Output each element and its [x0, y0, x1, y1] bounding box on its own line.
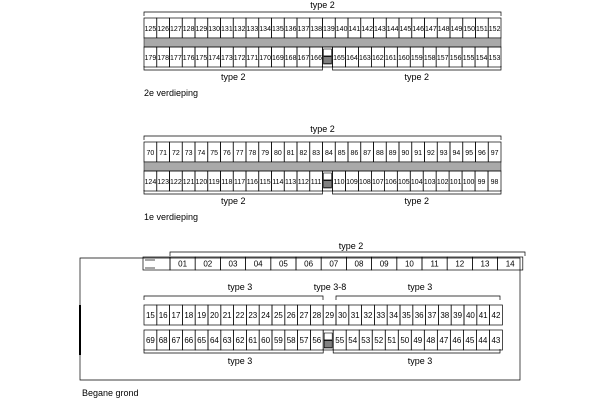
storage-unit-label: 20 [209, 311, 219, 320]
storage-unit-label: 46 [452, 336, 462, 345]
unit-label: 81 [286, 150, 295, 157]
unit-label: 90 [401, 150, 410, 157]
unit-label: 123 [157, 179, 169, 186]
garage-label: 12 [455, 259, 465, 269]
unit-label: 72 [171, 150, 180, 157]
unit-label: 73 [184, 150, 193, 157]
unit-type-label: type 2 [220, 72, 246, 82]
unit-label: 109 [346, 179, 358, 186]
storage-unit-label: 39 [453, 311, 463, 320]
storage-unit-label: 53 [361, 336, 371, 345]
unit-label: 74 [197, 150, 206, 157]
storage-unit-label: 66 [184, 336, 194, 345]
unit-label: 154 [475, 55, 488, 62]
unit-label: 151 [476, 26, 488, 33]
storage-unit-label: 42 [491, 311, 501, 320]
unit-label: 113 [285, 179, 297, 186]
unit-label: 167 [297, 55, 310, 62]
storage-unit-label: 69 [145, 336, 155, 345]
unit-label: 83 [312, 150, 321, 157]
unit-label: 148 [437, 26, 450, 33]
storage-unit-label: 67 [171, 336, 181, 345]
unit-label: 129 [195, 26, 208, 33]
unit-label: 169 [272, 55, 284, 62]
unit-label: 111 [310, 179, 322, 186]
corridor [144, 162, 501, 171]
storage-unit-label: 50 [400, 336, 410, 345]
stair-icon [324, 49, 332, 64]
storage-unit-label: 63 [222, 336, 232, 345]
unit-label: 108 [359, 179, 371, 186]
garage-label: 02 [203, 259, 213, 269]
unit-label: 143 [374, 26, 386, 33]
unit-label: 117 [234, 179, 246, 186]
storage-unit-label: 38 [440, 311, 450, 320]
unit-label: 134 [259, 26, 271, 33]
storage-unit-label: 22 [235, 311, 245, 320]
unit-type-bracket [333, 66, 502, 70]
storage-unit-label: 24 [261, 311, 271, 320]
unit-label: 71 [159, 150, 168, 157]
storage-unit-label: 31 [350, 311, 360, 320]
unit-type-label: type 3 [227, 356, 253, 366]
storage-unit-label: 23 [248, 311, 258, 320]
garage-label: 13 [480, 259, 490, 269]
storage-unit-label: 52 [374, 336, 384, 345]
storage-unit-label: 64 [209, 336, 219, 345]
garage-label: 06 [304, 259, 314, 269]
storage-unit-label: 15 [145, 311, 155, 320]
unit-type-label: type 2 [220, 196, 246, 206]
unit-label: 142 [361, 26, 373, 33]
unit-label: 153 [488, 55, 501, 62]
garage-label: 10 [404, 259, 414, 269]
storage-unit-label: 18 [184, 311, 194, 320]
unit-label: 103 [423, 179, 436, 186]
unit-type-label: type 3 [407, 282, 433, 292]
unit-label: 177 [170, 55, 182, 62]
unit-label: 88 [375, 150, 384, 157]
unit-label: 135 [272, 26, 284, 33]
unit-type-label: type 3-8 [313, 282, 347, 292]
storage-unit-label: 35 [401, 311, 411, 320]
storage-unit-label: 54 [348, 336, 358, 345]
unit-label: 157 [436, 55, 449, 62]
unit-type-bracket [333, 190, 502, 194]
unit-label: 112 [297, 179, 309, 186]
storage-unit-label: 60 [261, 336, 271, 345]
unit-label: 130 [208, 26, 220, 33]
unit-label: 124 [144, 179, 157, 186]
storage-unit-label: 49 [413, 336, 423, 345]
unit-type-label: type 2 [404, 196, 430, 206]
unit-label: 92 [426, 150, 435, 157]
unit-type-bracket [170, 252, 525, 256]
storage-unit-label: 62 [235, 336, 245, 345]
unit-label: 132 [233, 26, 246, 33]
unit-label: 128 [182, 26, 195, 33]
unit-label: 102 [436, 179, 449, 186]
unit-label: 145 [399, 26, 412, 33]
unit-label: 78 [248, 150, 257, 157]
unit-label: 171 [246, 55, 259, 62]
unit-label: 163 [359, 55, 371, 62]
unit-label: 89 [388, 150, 397, 157]
unit-label: 75 [210, 150, 219, 157]
unit-label: 76 [222, 150, 231, 157]
garage-label: 07 [329, 259, 339, 269]
unit-label: 165 [333, 55, 345, 62]
unit-label: 137 [297, 26, 310, 33]
floor-label: Begane grond [82, 388, 139, 398]
unit-label: 155 [462, 55, 475, 62]
unit-type-label: type 3 [407, 356, 433, 366]
unit-label: 140 [335, 26, 348, 33]
stair-icon [324, 173, 332, 188]
garage-label: 03 [228, 259, 238, 269]
unit-label: 166 [310, 55, 322, 62]
unit-label: 179 [144, 55, 157, 62]
storage-unit-label: 28 [312, 311, 322, 320]
storage-unit-label: 40 [465, 311, 475, 320]
unit-label: 91 [414, 150, 423, 157]
storage-unit-label: 26 [286, 311, 296, 320]
unit-label: 87 [363, 150, 372, 157]
unit-label: 149 [450, 26, 463, 33]
storage-unit-label: 30 [337, 311, 347, 320]
garage-label: 08 [354, 259, 364, 269]
unit-label: 170 [259, 55, 271, 62]
storage-unit-label: 59 [273, 336, 283, 345]
garage-label: 14 [505, 259, 515, 269]
garage-label: 05 [278, 259, 288, 269]
unit-label: 105 [397, 179, 410, 186]
storage-unit-label: 27 [299, 311, 309, 320]
unit-label: 175 [195, 55, 208, 62]
unit-label: 150 [463, 26, 475, 33]
unit-label: 118 [221, 179, 233, 186]
storage-unit-label: 17 [171, 311, 181, 320]
storage-unit-label: 29 [325, 311, 335, 320]
unit-label: 94 [452, 150, 461, 157]
garage-label: 01 [178, 259, 188, 269]
unit-label: 110 [333, 179, 345, 186]
storage-unit-label: 19 [197, 311, 207, 320]
unit-label: 176 [182, 55, 195, 62]
unit-label: 121 [182, 179, 195, 186]
unit-label: 77 [235, 150, 244, 157]
unit-label: 141 [348, 26, 361, 33]
storage-unit-label: 33 [376, 311, 386, 320]
unit-label: 168 [284, 55, 297, 62]
unit-label: 172 [233, 55, 246, 62]
unit-label: 95 [465, 150, 474, 157]
unit-label: 164 [346, 55, 358, 62]
unit-type-label: type 2 [338, 241, 364, 251]
unit-label: 126 [157, 26, 169, 33]
storage-unit-label: 36 [414, 311, 424, 320]
storage-unit-label: 68 [158, 336, 168, 345]
unit-label: 100 [462, 179, 475, 186]
unit-label: 139 [323, 26, 335, 33]
storage-unit-label: 57 [299, 336, 309, 345]
unit-label: 115 [259, 179, 271, 186]
unit-label: 158 [423, 55, 436, 62]
unit-label: 79 [261, 150, 270, 157]
storage-unit-label: 45 [465, 336, 475, 345]
unit-label: 84 [324, 150, 333, 157]
unit-label: 96 [477, 150, 486, 157]
unit-label: 127 [170, 26, 182, 33]
garage-label: 09 [379, 259, 389, 269]
stair-icon [324, 333, 332, 348]
unit-type-label: type 2 [310, 0, 335, 10]
unit-label: 82 [299, 150, 308, 157]
storage-unit-label: 55 [335, 336, 345, 345]
unit-label: 178 [157, 55, 169, 62]
unit-label: 144 [386, 26, 399, 33]
unit-label: 97 [490, 150, 499, 157]
unit-label: 86 [350, 150, 359, 157]
floor-label: 2e verdieping [144, 88, 199, 98]
storage-unit-label: 58 [286, 336, 296, 345]
storage-unit-label: 61 [248, 336, 258, 345]
unit-label: 85 [337, 150, 346, 157]
unit-label: 93 [439, 150, 448, 157]
storage-unit-label: 51 [387, 336, 397, 345]
unit-type-label: type 2 [310, 124, 335, 134]
unit-label: 114 [272, 179, 284, 186]
unit-label: 98 [490, 179, 499, 186]
storage-unit-label: 25 [273, 311, 283, 320]
unit-label: 156 [449, 55, 462, 62]
unit-label: 101 [449, 179, 462, 186]
unit-label: 120 [195, 179, 208, 186]
storage-unit-label: 65 [197, 336, 207, 345]
storage-unit-label: 47 [439, 336, 449, 345]
unit-label: 147 [425, 26, 437, 33]
unit-label: 146 [412, 26, 424, 33]
unit-label: 104 [410, 179, 423, 186]
unit-type-bracket [333, 349, 500, 353]
storage-unit-label: 21 [222, 311, 232, 320]
unit-label: 116 [246, 179, 258, 186]
unit-label: 138 [310, 26, 322, 33]
unit-type-bracket [144, 296, 323, 300]
storage-unit-label: 37 [427, 311, 437, 320]
garage-label: 11 [430, 259, 439, 269]
corridor [144, 38, 501, 47]
storage-unit-label: 56 [312, 336, 322, 345]
unit-type-label: type 3 [227, 282, 253, 292]
unit-type-bracket [144, 12, 501, 16]
storage-unit-label: 48 [426, 336, 436, 345]
unit-label: 162 [372, 55, 384, 62]
unit-label: 160 [397, 55, 410, 62]
unit-type-bracket [144, 136, 501, 140]
unit-label: 99 [477, 179, 486, 186]
unit-label: 131 [221, 26, 233, 33]
floor-label: 1e verdieping [144, 212, 199, 222]
unit-label: 173 [221, 55, 233, 62]
unit-label: 122 [170, 179, 182, 186]
unit-label: 107 [372, 179, 384, 186]
storage-unit-label: 43 [491, 336, 501, 345]
storage-unit-label: 32 [363, 311, 373, 320]
unit-label: 152 [488, 26, 501, 33]
unit-label: 133 [246, 26, 259, 33]
unit-label: 80 [273, 150, 282, 157]
unit-label: 136 [284, 26, 297, 33]
garage-label: 04 [253, 259, 263, 269]
unit-label: 125 [144, 26, 157, 33]
unit-type-bracket [336, 296, 500, 300]
unit-label: 70 [146, 150, 155, 157]
unit-label: 119 [208, 179, 220, 186]
storage-unit-label: 16 [158, 311, 168, 320]
unit-label: 159 [410, 55, 423, 62]
unit-label: 161 [384, 55, 397, 62]
unit-type-label: type 2 [404, 72, 430, 82]
storage-unit-label: 41 [478, 311, 488, 320]
storage-unit-label: 34 [389, 311, 399, 320]
storage-unit-label: 44 [478, 336, 488, 345]
unit-label: 106 [384, 179, 397, 186]
unit-label: 174 [208, 55, 220, 62]
